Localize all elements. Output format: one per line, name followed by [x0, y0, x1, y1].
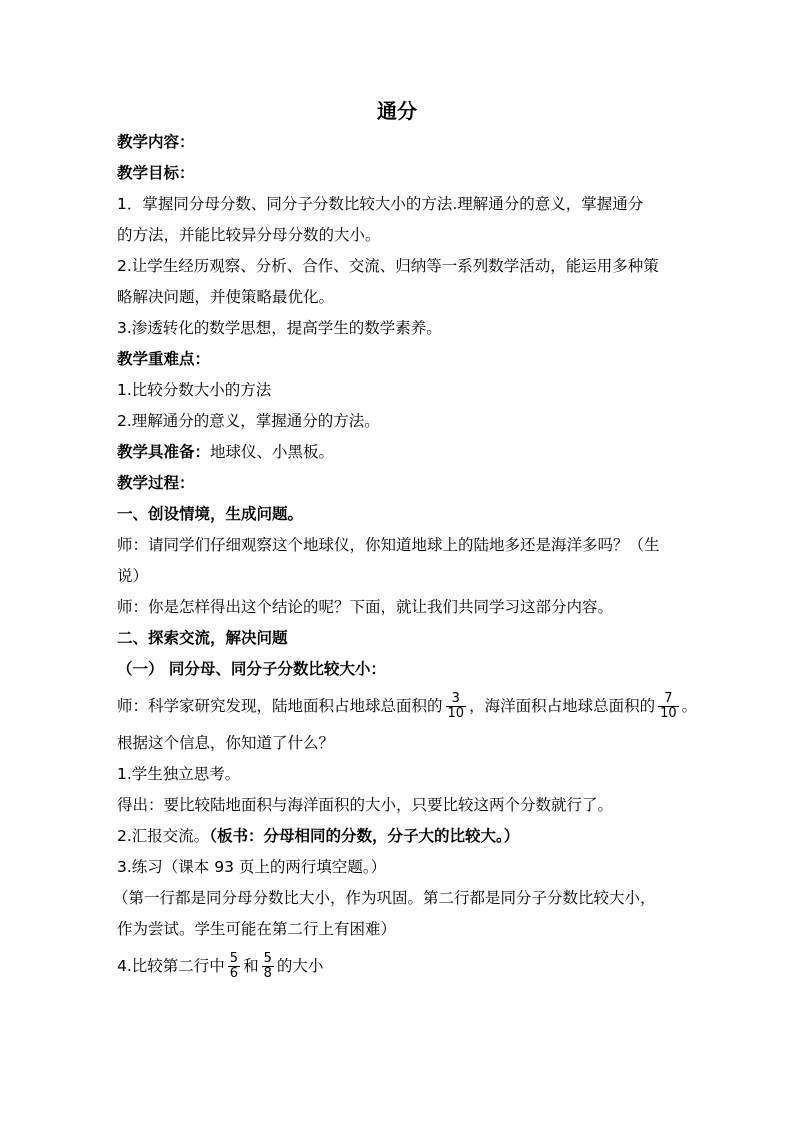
- section-2-heading: 二、探索交流，解决问题: [117, 629, 288, 647]
- step-3: 3.练习（课本 93 页上的两行填空题。）: [117, 858, 387, 876]
- process-heading: 教学过程：: [117, 474, 195, 492]
- note-line-b: 作为尝试。学生可能在第二行上有困难）: [117, 920, 397, 938]
- doc-title: 通分: [377, 99, 417, 123]
- blackboard-note: （板书：分母相同的分数，分子大的比较大。）: [209, 827, 520, 845]
- fraction-denominator: 8: [263, 966, 272, 981]
- fraction-five-eighths: [262, 952, 274, 981]
- tools-text: 地球仪、小黑板。: [210, 443, 335, 461]
- fraction-sentence-part-a: 师：科学家研究发现，陆地面积占地球总面积的: [117, 697, 443, 715]
- step-4-part-c: 的大小: [276, 957, 324, 975]
- fraction-numerator: 5: [229, 951, 239, 966]
- result-line: 得出：要比较陆地面积与海洋面积的大小，只要比较这两个分数就行了。: [117, 796, 614, 814]
- step-2-text: 2.汇报交流。: [117, 827, 210, 845]
- fraction-five-sixths: [228, 952, 240, 981]
- fraction-denominator: 6: [229, 966, 239, 981]
- fraction-land: [446, 692, 467, 721]
- fraction-numerator: 5: [263, 951, 272, 966]
- tools-line: [117, 442, 334, 462]
- goal-2-line-b: 略解决问题，并使策略最优化。: [117, 288, 335, 306]
- fraction-numerator: 7: [664, 691, 673, 706]
- goals-heading: 教学目标：: [117, 164, 195, 182]
- step-4-part-b: 和: [243, 957, 259, 975]
- key-heading: 教学重难点：: [117, 350, 211, 368]
- fraction-numerator: 3: [451, 691, 460, 706]
- step-2: [117, 826, 519, 846]
- key-1: 1.比较分数大小的方法: [117, 381, 272, 399]
- content-heading: 教学内容：: [117, 133, 195, 151]
- fraction-sentence: [117, 688, 697, 724]
- step-4: [117, 948, 323, 984]
- goal-1-line-a: 1．掌握同分母分数、同分子分数比较大小的方法.理解通分的意义，掌握通分: [117, 195, 644, 213]
- teacher-line-1a: 师：请同学们仔细观察这个地球仪，你知道地球上的陆地多还是海洋多吗？（生: [117, 536, 660, 554]
- step-4-part-a: 4.比较第二行中: [117, 957, 225, 975]
- goal-2-line-a: 2.让学生经历观察、分析、合作、交流、归纳等一系列数学活动，能运用多种策: [117, 257, 659, 275]
- fraction-denominator: 10: [447, 706, 465, 721]
- section-1-heading: 一、创设情境，生成问题。: [117, 505, 304, 523]
- teacher-line-1b: 说）: [117, 567, 149, 585]
- tools-heading: 教学具准备：: [117, 443, 211, 461]
- info-line: 根据这个信息，你知道了什么？: [117, 734, 335, 752]
- goal-3: 3.渗透转化的数学思想，提高学生的数学素养。: [117, 319, 442, 337]
- teacher-line-2: 师：你是怎样得出这个结论的呢？下面，就让我们共同学习这部分内容。: [117, 598, 614, 616]
- goal-1-line-b: 的方法，并能比较异分母分数的大小。: [117, 226, 381, 244]
- key-2: 2.理解通分的意义，掌握通分的方法。: [117, 412, 380, 430]
- step-1: 1.学生独立思考。: [117, 765, 241, 783]
- fraction-ocean: [658, 692, 679, 721]
- fraction-denominator: 10: [660, 706, 677, 721]
- fraction-sentence-part-c: 。: [681, 697, 698, 715]
- fraction-sentence-part-b: ，海洋面积占地球总面积的: [469, 697, 656, 715]
- note-line-a: （第一行都是同分母分数比大小，作为巩固。第二行都是同分子分数比较大小，: [113, 889, 656, 907]
- subsection-1-heading: （一） 同分母、同分子分数比较大小：: [117, 660, 386, 678]
